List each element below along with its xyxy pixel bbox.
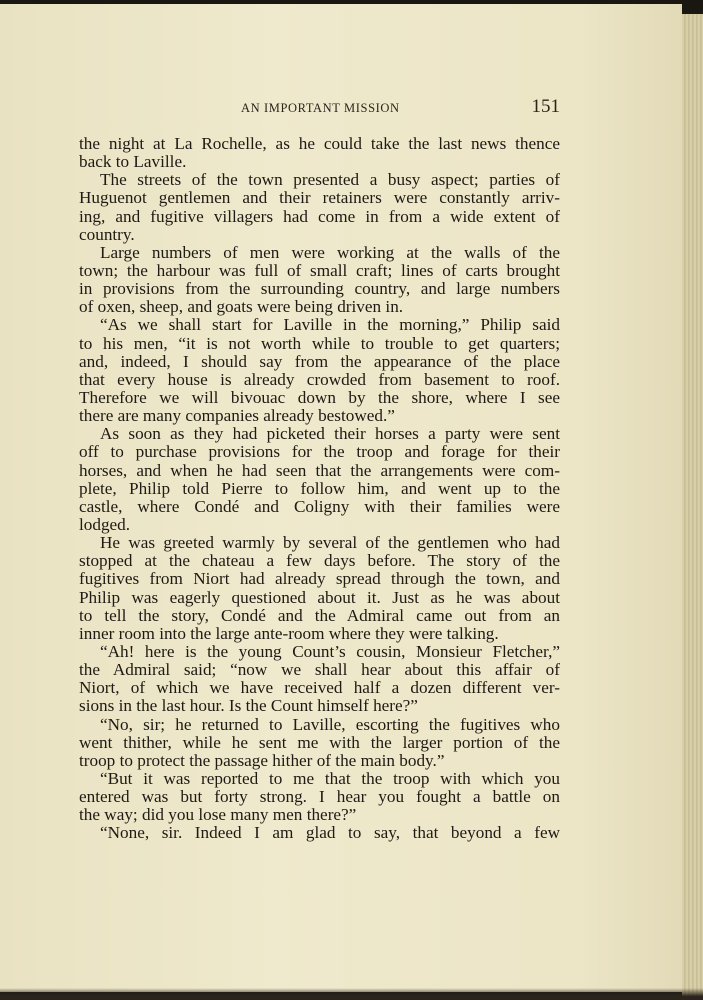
text-line: the way; did you lose many men there?”	[79, 805, 357, 825]
text-line: As soon as they had picketed their horses a party were sent	[100, 424, 560, 444]
text-line: country.	[79, 224, 135, 244]
text-line: the Admiral said; “now we shall hear about this affair of	[79, 660, 560, 680]
page-edges	[682, 14, 703, 1000]
book-page	[0, 4, 682, 992]
text-line: Large numbers of men were working at the walls of the	[100, 242, 560, 262]
body-text	[79, 135, 560, 842]
text-line: of oxen, sheep, and goats were being driven in.	[79, 297, 404, 317]
text-line: Therefore we will bivouac down by the shore, where I see	[79, 387, 560, 407]
text-line: in provisions from the surrounding country, and large numbers	[79, 279, 560, 299]
text-line: ing, and fugitive villagers had come in from a wide extent of	[79, 206, 560, 226]
text-line: and, indeed, I should say from the appearance of the place	[79, 351, 560, 371]
page-header	[79, 98, 560, 120]
text-line: town; the harbour was full of small craft; lines of carts brought	[79, 260, 560, 280]
text-line: Niort, of which we have received half a dozen different ver-	[79, 678, 560, 698]
text-line: Philip was eagerly questioned about it. Just as he was about	[79, 587, 560, 607]
text-line: “But it was reported to me that the troop with which you	[100, 768, 560, 788]
text-line: inner room into the large ante-room where they were talking.	[79, 623, 499, 643]
text-line: fugitives from Niort had already spread through the town, and	[79, 569, 560, 589]
running-title: AN IMPORTANT MISSION	[241, 101, 400, 115]
text-line: the night at La Rochelle, as he could take the last news thence	[79, 134, 560, 153]
text-line: back to Laville.	[79, 152, 187, 172]
text-line: “None, sir. Indeed I am glad to say, that beyond a few	[100, 823, 560, 843]
text-line: to his men, “it is not worth while to trouble to get quarters;	[79, 333, 560, 353]
text-line: troop to protect the passage hither of the main body.”	[79, 750, 445, 770]
text-line: went thither, while he sent me with the larger portion of the	[79, 732, 560, 752]
text-line: Huguenot gentlemen and their retainers were constantly arriv-	[79, 188, 560, 208]
text-line: “Ah! here is the young Count’s cousin, Monsieur Fletcher,”	[100, 641, 560, 661]
text-line: “No, sir; he returned to Laville, escorting the fugitives who	[100, 714, 560, 734]
text-line: lodged.	[79, 514, 131, 534]
bottom-shadow	[0, 988, 703, 1000]
text-line: He was greeted warmly by several of the gentlemen who had	[100, 533, 560, 553]
text-line: horses, and when he had seen that the arrangements were com-	[79, 460, 560, 480]
page-number: 151	[531, 96, 560, 117]
text-line: that every house is already crowded from basement to roof.	[79, 369, 560, 389]
text-line: off to purchase provisions for the troop and forage for their	[79, 442, 560, 462]
text-line: to tell the story, Condé and the Admiral came out from an	[79, 605, 560, 625]
text-line: stopped at the chateau a few days before. The story of the	[79, 551, 560, 571]
text-line: castle, where Condé and Coligny with their families were	[79, 496, 560, 516]
text-line: sions in the last hour. Is the Count himself here?”	[79, 696, 418, 716]
text-line: there are many companies already bestowed.”	[79, 406, 395, 426]
text-line: “As we shall start for Laville in the morning,” Philip said	[100, 315, 560, 335]
text-line: entered was but forty strong. I hear you fought a battle on	[79, 787, 560, 807]
text-line: The streets of the town presented a busy aspect; parties of	[100, 170, 560, 190]
text-line: plete, Philip told Pierre to follow him, and went up to the	[79, 478, 560, 498]
